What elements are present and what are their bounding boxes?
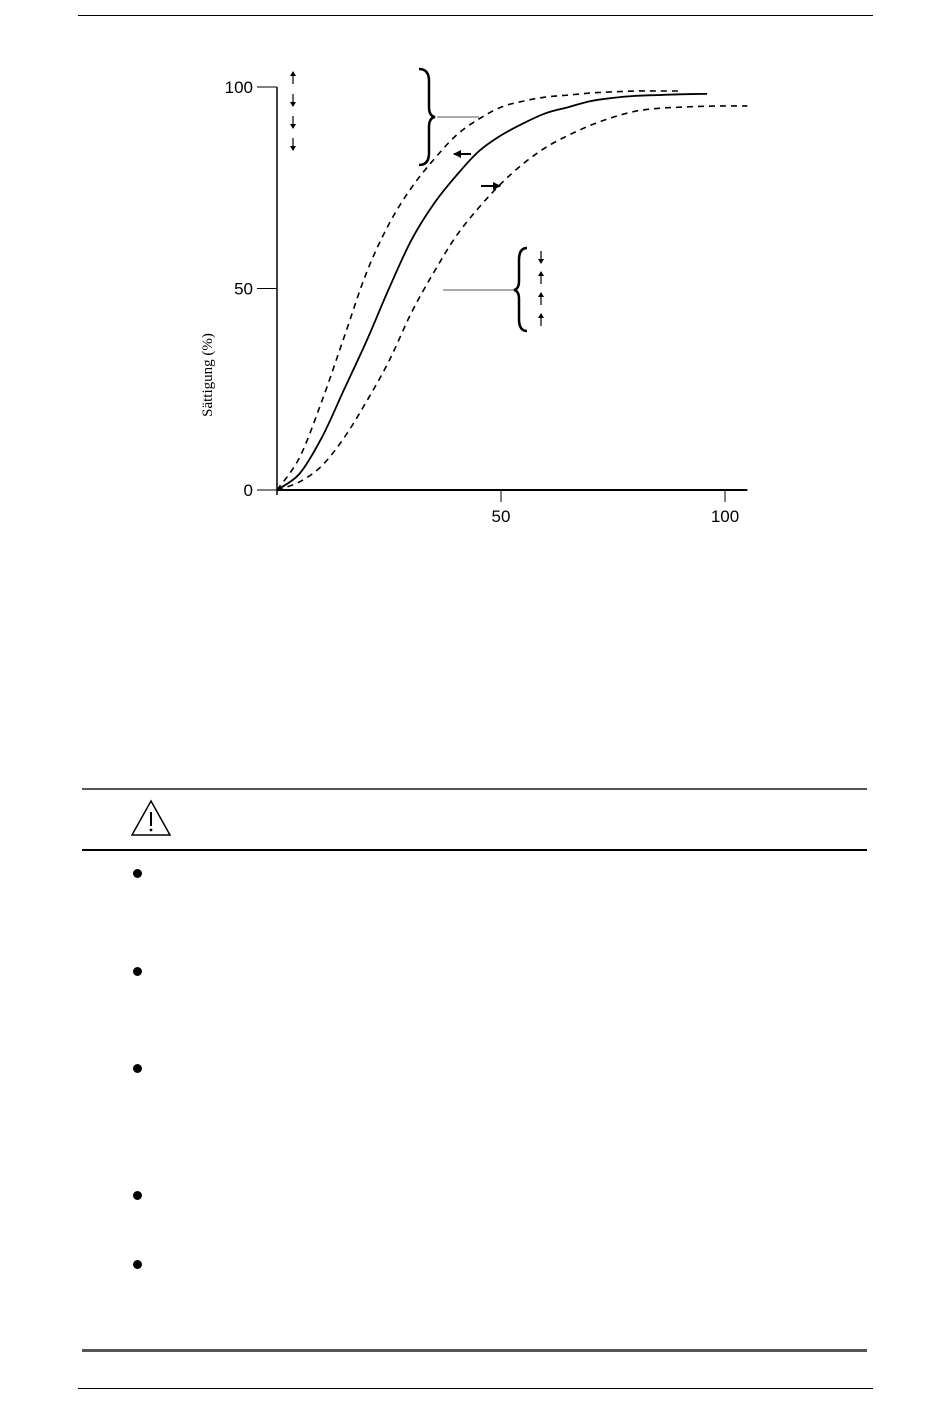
page-top-rule [78, 15, 873, 16]
warning-section-bottom-rule [82, 1349, 867, 1352]
list-item-bullet [133, 1191, 142, 1200]
page-bottom-rule [78, 1388, 873, 1389]
warning-header [82, 788, 867, 851]
x-tick-label: 100 [710, 507, 740, 526]
list-item-bullet [133, 1064, 142, 1073]
y-axis-title: Sättigung (%) [200, 333, 216, 417]
list-item-bullet [133, 1260, 142, 1269]
saturation-chart [175, 55, 770, 570]
list-item-bullet [133, 869, 142, 878]
x-tick-label: 50 [491, 507, 511, 526]
y-tick-label: 0 [243, 481, 253, 500]
y-tick-label: 100 [224, 78, 253, 97]
chart-background [175, 55, 770, 570]
chart-svg [175, 55, 770, 570]
warning-triangle-icon [129, 798, 173, 838]
y-tick-label: 50 [234, 279, 253, 299]
warning-header-top-rule [82, 788, 867, 790]
list-item-bullet [133, 967, 142, 976]
warning-header-bottom-rule [82, 849, 867, 851]
